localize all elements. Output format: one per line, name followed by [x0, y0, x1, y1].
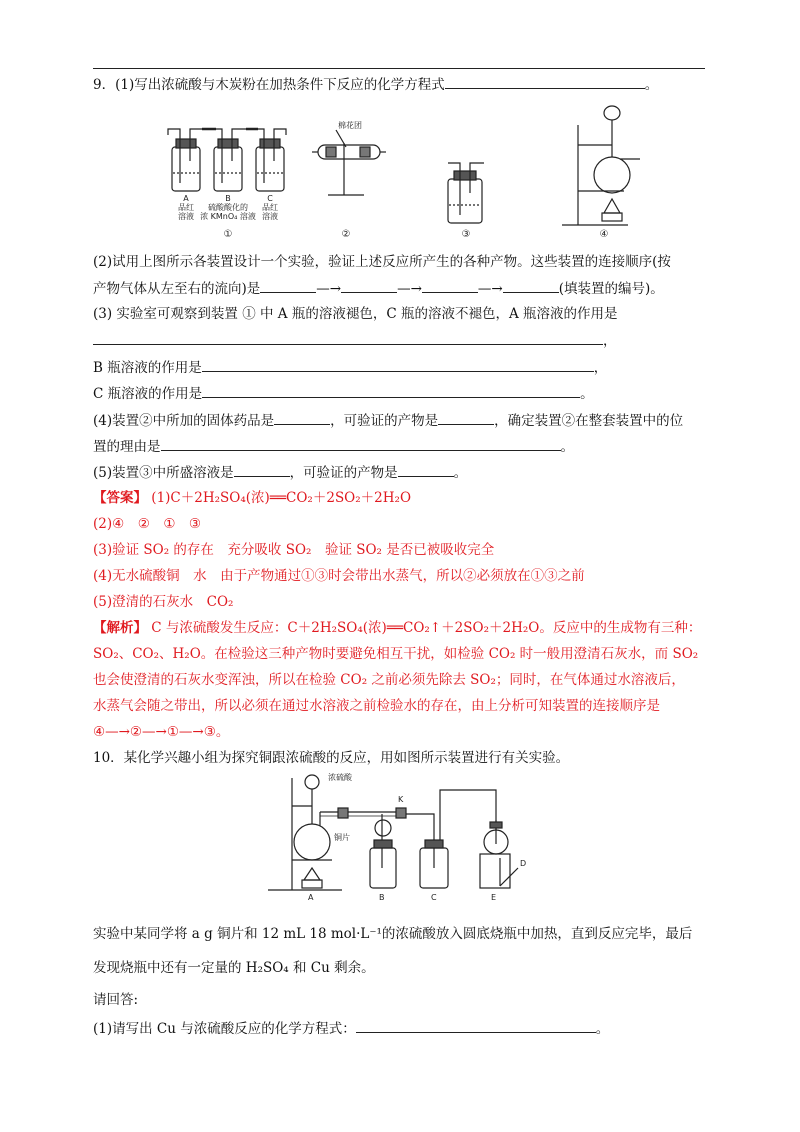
- q9-apparatus-figure: [150, 95, 650, 245]
- cotton-label: 棉花团: [338, 121, 362, 130]
- answer-1: (1)C＋2H₂SO₄(浓)══CO₂＋2SO₂＋2H₂O: [151, 490, 412, 506]
- q9-line1: [93, 74, 658, 95]
- q9-3-line1: [93, 304, 618, 324]
- bottle-b: [214, 129, 246, 191]
- punct: 。: [644, 77, 659, 93]
- label-b1: 硫酸酸化的: [208, 203, 248, 212]
- letter-a: A: [183, 194, 189, 203]
- analysis-5: ④—→②—→①—→③。: [93, 724, 230, 740]
- analysis-line5: [93, 722, 229, 742]
- q9-4-line1: [93, 410, 683, 431]
- q9-2-line2: [93, 278, 664, 299]
- q9-4-text2: 置的理由是: [93, 439, 161, 455]
- q10-apparatus-figure: [262, 768, 552, 902]
- answer-4: (4)无水硫酸铜 水 由于产物通过①③时会带出水蒸气，所以②必须放在①③之前: [93, 568, 585, 584]
- answer-blank[interactable]: [260, 278, 316, 293]
- answer-blank[interactable]: [503, 278, 559, 293]
- arrow: —→: [477, 281, 503, 297]
- analysis-2: SO₂、CO₂、H₂O。在检验这三种产物时要避免相互干扰，如检验 CO₂ 时一般用澄清石灰水，而 SO₂: [93, 646, 699, 662]
- punct: ，: [603, 333, 617, 349]
- punct: 。: [453, 465, 468, 481]
- q9-3-b: [93, 357, 607, 378]
- answer-2: (2)④ ② ① ③: [93, 516, 202, 532]
- q9-5-line: [93, 462, 467, 483]
- header-rule: [93, 68, 705, 69]
- answer-blank[interactable]: [398, 462, 454, 477]
- answer-5: (5)澄清的石灰水 CO₂: [93, 594, 234, 610]
- q9-4-text: (4)装置②中所加的固体药品是: [93, 413, 275, 429]
- generator-flask: [562, 106, 640, 225]
- q9-prompt: 9．(1)写出浓硫酸与木炭粉在加热条件下反应的化学方程式: [93, 77, 445, 93]
- letter-c: C: [267, 194, 273, 203]
- analysis-1: C 与浓硫酸发生反应：C＋2H₂SO₄(浓)══CO₂↑＋2SO₂＋2H₂O。反应中的生成物有三种：: [151, 620, 702, 636]
- q10-para1: [93, 924, 692, 944]
- answer-blank[interactable]: [341, 278, 397, 293]
- q10-text3: 请回答:: [93, 992, 139, 1008]
- label-b2: 浓 KMnO₄ 溶液: [200, 212, 256, 221]
- q10-text4: (1)请写出 Cu 与浓硫酸反应的化学方程式：: [93, 1021, 356, 1037]
- answer-blank[interactable]: [202, 357, 594, 372]
- q9-3-text: (3) 实验室可观察到装置 ① 中 A 瓶的溶液褪色，C 瓶的溶液不褪色，A 瓶溶液的作用是: [93, 306, 618, 322]
- fig-num-4: ④: [599, 229, 609, 240]
- answer-line4: [93, 566, 585, 586]
- answer-blank[interactable]: [445, 74, 645, 89]
- punct: ，: [593, 360, 608, 376]
- arrow: —→: [316, 281, 342, 297]
- label-c1: 品红: [262, 203, 278, 212]
- letter-e: E: [491, 893, 497, 902]
- letter-d: D: [520, 859, 527, 868]
- analysis-3: 也会使澄清的石灰水变浑浊，所以在检验 CO₂ 之前必须先除去 SO₂；同时，在气体通过水溶液后，: [93, 672, 685, 688]
- answer-blank[interactable]: [234, 462, 290, 477]
- answer-tag: 【答案】: [93, 490, 147, 506]
- label-a1: 品红: [178, 203, 194, 212]
- answer-blank[interactable]: [274, 410, 330, 425]
- q9-2-text: (2)试用上图所示各装置设计一个实验，验证上述反应所产生的各种产物。这些装置的连接顺序(按: [93, 254, 671, 270]
- answer-blank[interactable]: [422, 278, 478, 293]
- analysis-line3: [93, 670, 685, 690]
- answer-blank[interactable]: [202, 383, 580, 398]
- acid-label: 浓硫酸: [328, 773, 352, 782]
- answer-blank[interactable]: [93, 330, 603, 345]
- letter-b: B: [379, 893, 385, 902]
- letter-a: A: [308, 893, 314, 902]
- punct: 。: [595, 1021, 610, 1037]
- analysis-tag: 【解析】: [93, 620, 147, 636]
- label-c2: 溶液: [262, 212, 278, 221]
- q9-3-c-text: C 瓶溶液的作用是: [93, 386, 203, 402]
- arrow: —→: [397, 281, 422, 297]
- fig-num-2: ②: [341, 229, 351, 240]
- q9-4-mid: ，可验证的产物是: [330, 413, 439, 429]
- answer-line1: [93, 488, 411, 508]
- bottle-a: [168, 129, 202, 191]
- copper-label: 铜片: [334, 833, 350, 842]
- answer-blank[interactable]: [438, 410, 494, 425]
- fig-num-3: ③: [461, 229, 471, 240]
- valve-label: K: [398, 795, 404, 804]
- answer-line3: [93, 540, 494, 560]
- q9-3-c: [93, 383, 594, 404]
- punct: 。: [580, 386, 594, 402]
- letter-c: C: [431, 893, 437, 902]
- q9-2-line1: [93, 252, 671, 272]
- q9-3-b-text: B 瓶溶液的作用是: [93, 360, 202, 376]
- q10-prompt: 10．某化学兴趣小组为探究铜跟浓硫酸的反应，用如图所示装置进行有关实验。: [93, 750, 570, 766]
- q10-text2: 发现烧瓶中还有一定量的 H₂SO₄ 和 Cu 剩余。: [93, 960, 375, 976]
- q10-line1: [93, 748, 569, 768]
- drying-tube-stand: [312, 130, 386, 195]
- analysis-line1: [93, 618, 701, 638]
- label-a2: 溶液: [178, 212, 194, 221]
- q9-3-line2: [93, 330, 617, 351]
- wash-bottle: [448, 163, 484, 223]
- q10-para4: [93, 1018, 609, 1039]
- q9-4-post: ，确定装置②在整套装置中的位: [494, 413, 684, 429]
- analysis-line4: [93, 696, 660, 716]
- letter-b: B: [225, 194, 231, 203]
- q10-text1: 实验中某同学将 a g 铜片和 12 mL 18 mol·L⁻¹的浓硫酸放入圆底烧瓶中加热，直到反应完毕，最后: [93, 926, 693, 942]
- analysis-line2: [93, 644, 698, 664]
- answer-3: (3)验证 SO₂ 的存在 充分吸收 SO₂ 验证 SO₂ 是否已被吸收完全: [93, 542, 495, 558]
- answer-line5: [93, 592, 233, 612]
- q9-4-line2: [93, 436, 574, 457]
- fig-num-1: ①: [223, 229, 233, 240]
- q9-5-mid: ，可验证的产物是: [289, 465, 398, 481]
- q9-2-text2: 产物气体从左至右的流向)是: [93, 281, 261, 297]
- q10-para2: [93, 958, 375, 978]
- answer-blank[interactable]: [161, 436, 561, 451]
- bottle-c: [256, 129, 286, 191]
- q9-5-text: (5)装置③中所盛溶液是: [93, 465, 234, 481]
- q10-para3: [93, 990, 138, 1010]
- answer-blank[interactable]: [356, 1018, 596, 1033]
- punct: 。: [560, 439, 574, 455]
- analysis-4: 水蒸气会随之带出，所以必须在通过水溶液之前检验水的存在，由上分析可知装置的连接顺序是: [93, 698, 660, 714]
- answer-line2: [93, 514, 201, 534]
- q9-2-post: (填装置的编号)。: [558, 281, 664, 297]
